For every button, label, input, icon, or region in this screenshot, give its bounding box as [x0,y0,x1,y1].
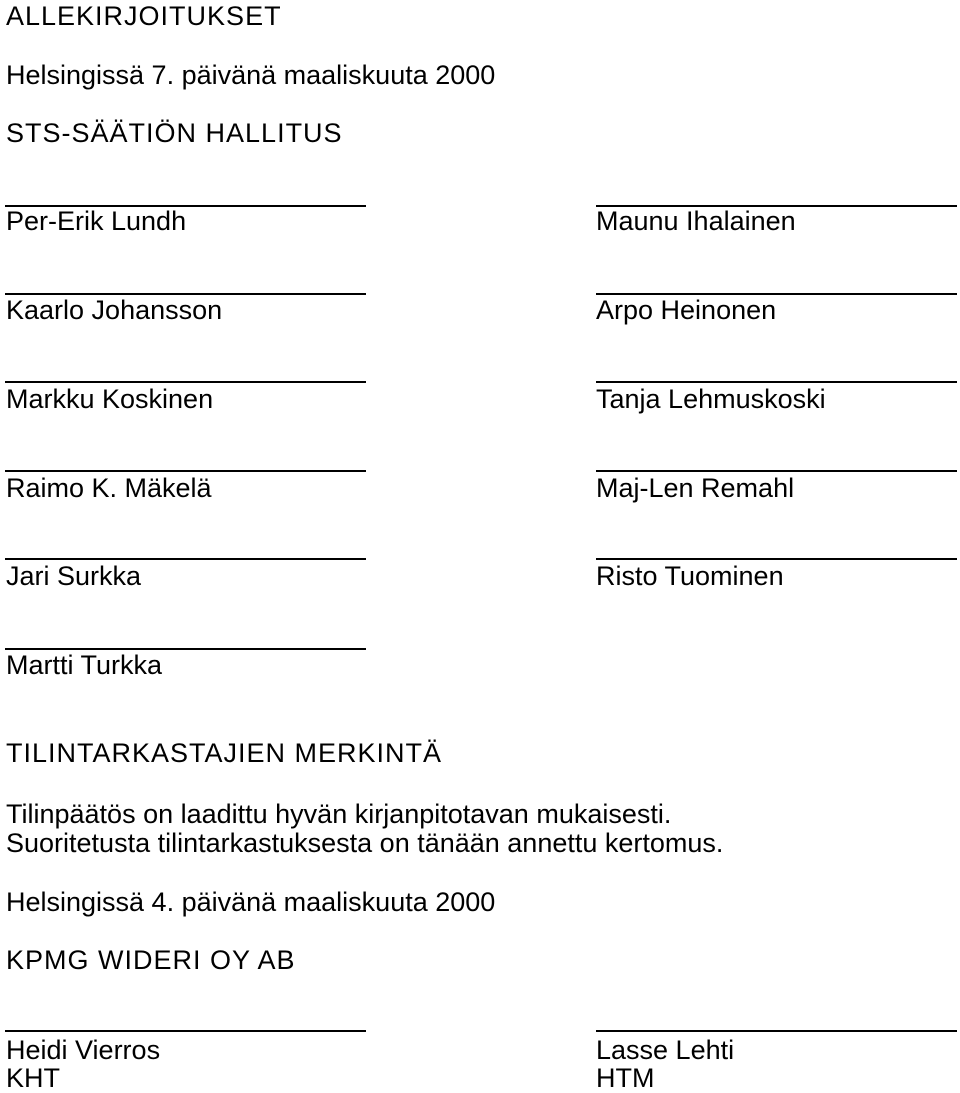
signatory-name: Kaarlo Johansson [6,295,223,325]
auditor-section-heading: TILINTARKASTAJIEN MERKINTÄ [6,738,443,768]
auditor-name: Lasse Lehti [596,1035,735,1065]
board-signing-date: Helsingissä 7. päivänä maaliskuuta 2000 [6,60,496,90]
board-title: STS-SÄÄTIÖN HALLITUS [6,118,343,148]
auditor-title: KHT [6,1063,60,1093]
signatures-heading: ALLEKIRJOITUKSET [6,1,282,31]
signature-line [596,1030,957,1032]
signatory-name: Markku Koskinen [6,384,214,414]
signature-line [5,470,366,472]
signature-line [596,558,957,560]
auditor-signing-date: Helsingissä 4. päivänä maaliskuuta 2000 [6,887,496,917]
signature-line [5,1030,366,1032]
auditor-statement-line-1: Tilinpäätös on laadittu hyvän kirjanpitotavan mukaisesti. [6,799,672,829]
signatory-name: Raimo K. Mäkelä [6,473,212,503]
signatory-name: Maunu Ihalainen [596,206,796,236]
signatory-name: Martti Turkka [6,650,163,680]
signatory-name: Tanja Lehmuskoski [596,384,826,414]
auditor-title: HTM [596,1063,655,1093]
signatory-name: Jari Surkka [6,561,142,591]
signatory-name: Arpo Heinonen [596,295,777,325]
signatory-name: Per-Erik Lundh [6,206,187,236]
signatory-name: Risto Tuominen [596,561,784,591]
audit-firm-name: KPMG WIDERI OY AB [6,945,296,975]
signature-line [596,470,957,472]
auditor-name: Heidi Vierros [6,1035,161,1065]
signature-line [596,381,957,383]
signatory-name: Maj-Len Remahl [596,473,795,503]
signature-line [5,381,366,383]
auditor-statement-line-2: Suoritetusta tilintarkastuksesta on tänään annettu kertomus. [6,828,724,858]
signature-line [5,558,366,560]
